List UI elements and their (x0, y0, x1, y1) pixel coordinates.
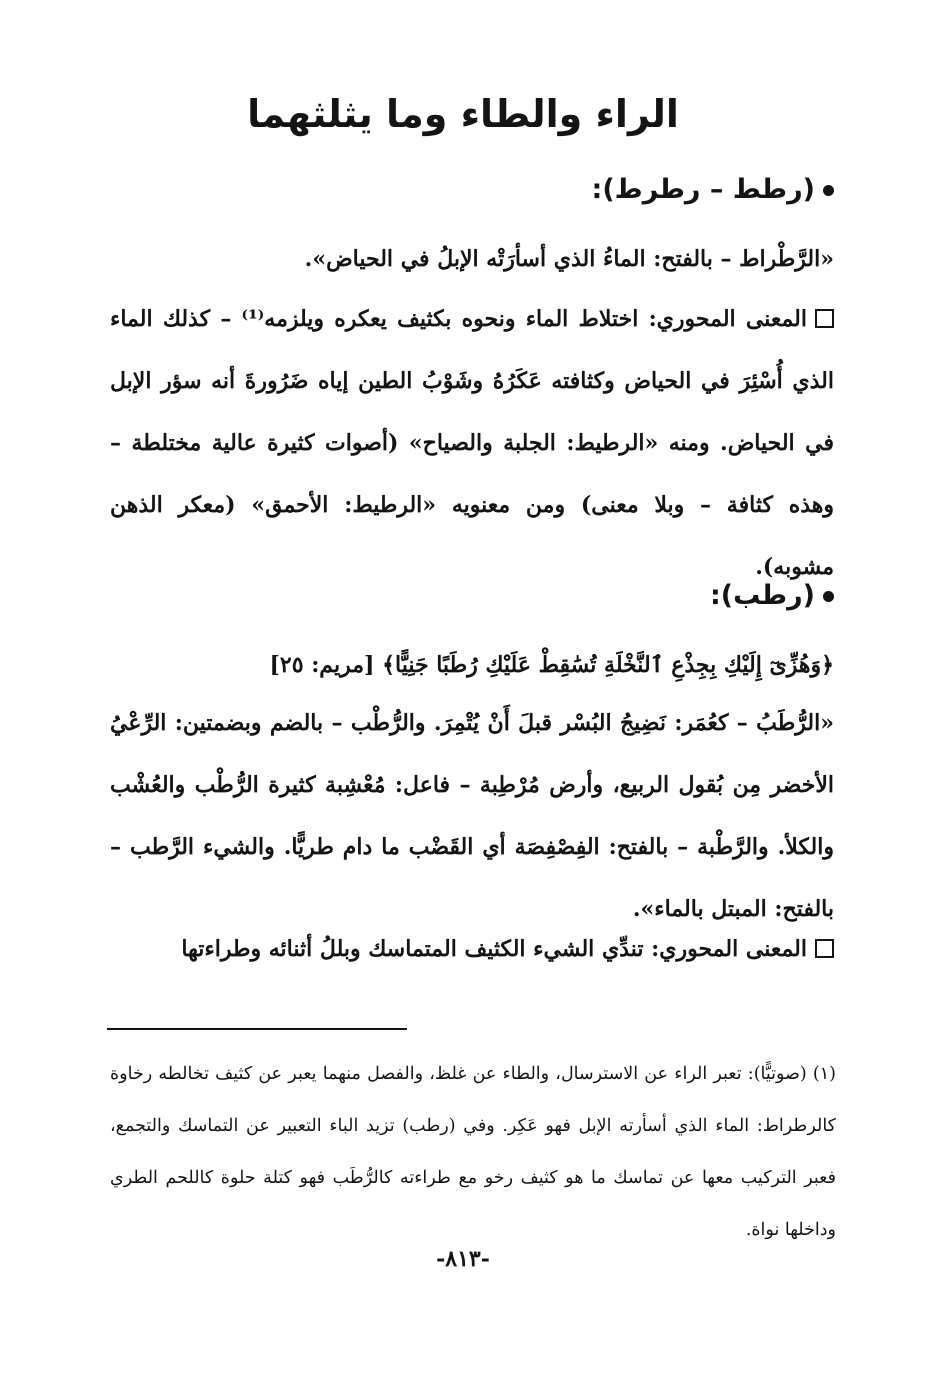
entry-ratb-definition: «الرُّطَبُ – كعُمَر: نَضِيجُ البُسْر قبلَ أَنْ يُتْمِرَ. والرُّطْب – بالضم وبضمتين: الرِّعْيُ الأخضر مِن بُقول الربيع، وأرض مُرْطِبة – فاعل: مُعْشِبة كثيرة الرُّطْب والعُشْب والكلأ. والرَّطْبة – بالفتح: الفِصْفِصَة أي القَضْب ما دام طريًّا. والشيء الرَّطب – بالفتح: المبتل بالماء». (110, 710, 834, 922)
entry-heading-ratb-label: (رطب): (709, 580, 815, 611)
entry-ratb-meaning (110, 918, 834, 980)
entry-ratt-meaning-text: المعنى المحوري: اختلاط الماء ونحوه بكثيف يعكره ويلزمه⁽¹⁾ – كذلك الماء الذي أُسْئِرَ في الحياض وكثافته عَكَرُهُ وشَوْبُ الطين إياه ضَرُورةَ أنه سؤر الإبل في الحياض. ومنه «الرطيط: الجلبة والصياح» (أصوات كثيرة عالية مختلطة – وهذه كثافة – وبلا معنى) ومن معنويه «الرطيط: الأحمق» (معكر الذهن مشوبه). (110, 306, 834, 580)
page-title: الراء والطاء وما يثلثهما (247, 92, 679, 136)
quran-reference: [مريم: ٢٥] (269, 652, 375, 678)
footnote-divider (107, 1028, 407, 1030)
square-box-icon (815, 939, 834, 958)
bullet-icon (823, 185, 834, 196)
entry-ratt-meaning (110, 288, 834, 598)
bullet-icon (823, 591, 834, 602)
entry-heading-ratb (710, 580, 834, 611)
page-number: -٨١٣- (436, 1246, 490, 1272)
square-box-icon (815, 309, 834, 328)
entry-ratb-meaning-text: المعنى المحوري: تندِّي الشيء الكثيف المتماسك وبللُ أثنائه وطراءتها (181, 936, 807, 962)
entry-heading-ratt-label: (رطط – رطرط): (591, 174, 815, 205)
footnote: (١) (صوتيًّا): تعبر الراء عن الاسترسال، والطاء عن غلظ، والفصل منهما يعبر عن كثيف تخالطه رخاوة كالرطراط: الماء الذي أسأرته الإبل فهو عَكِر. وفي (رطب) تزيد الباء التعبير عن التماسك والتجمع، فعبر التركيب معها عن تماسك ما هو كثيف رخو مع طراءته كالرُّطَب فهو كتلة حلوة كاللحم الطري وداخلها نواة. (110, 1064, 836, 1240)
entry-ratt-definition: «الرَّطْراط – بالفتح: الماءُ الذي أسأرَتْه الإبلُ في الحياض». (304, 246, 834, 272)
quran-verse-text: ﴿وَهُزِّىٓ إِلَيْكِ بِجِذْعِ ٱلنَّخْلَةِ تُسَٰقِطْ عَلَيْكِ رُطَبًا جَنِيًّا﴾ (382, 652, 834, 678)
entry-heading-ratt (592, 174, 834, 205)
quran-verse (110, 634, 834, 696)
